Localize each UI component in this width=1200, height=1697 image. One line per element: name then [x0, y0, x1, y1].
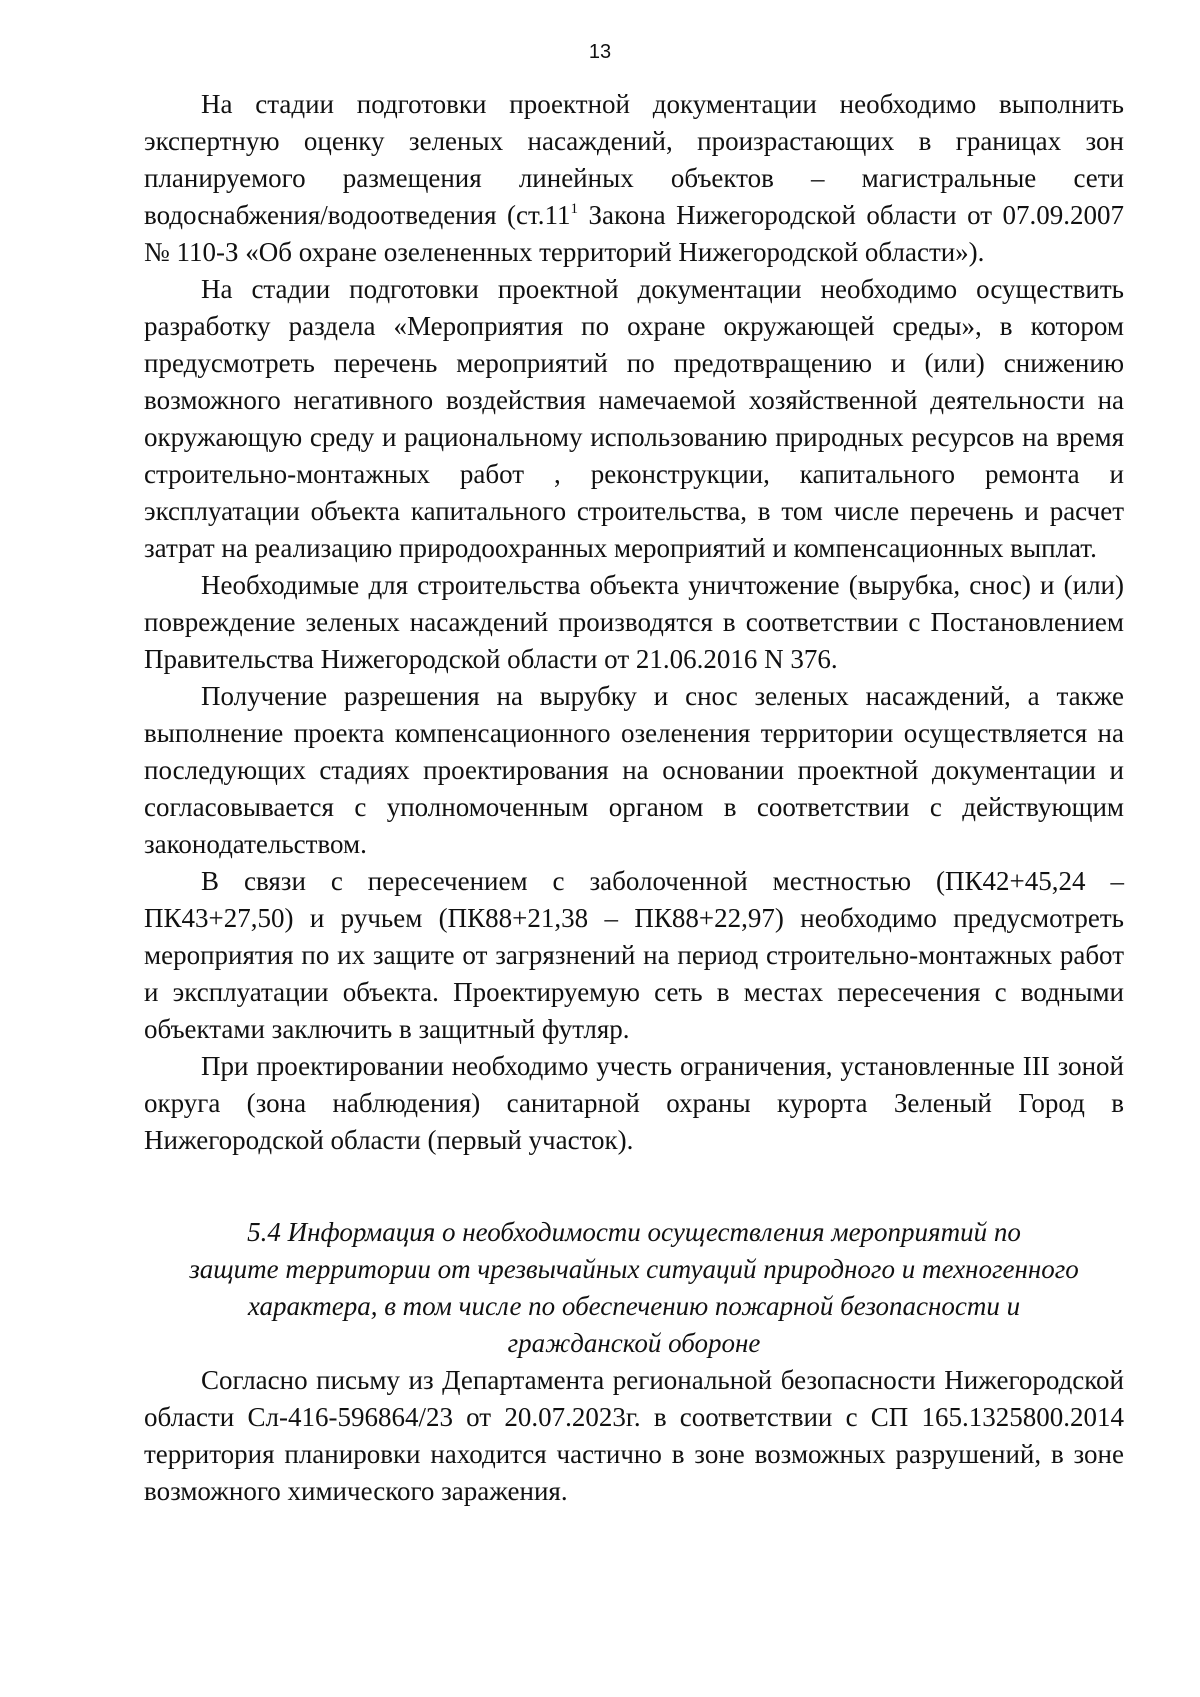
section-heading-line: 5.4 Информация о необходимости осуществления мероприятий по [247, 1217, 1021, 1247]
paragraph-sanitary-zone: При проектировании необходимо учесть ограничения, установленные III зоной округа (зона наблюдения) санитарной охраны курорта Зеленый Город в Нижегородской области (первый участок). [144, 1051, 1124, 1155]
footnote-superscript: 1 [570, 201, 578, 217]
document-body [144, 86, 1124, 1510]
paragraph-environmental-measures: На стадии подготовки проектной документации необходимо осуществить разработку раздела «Мероприятия по охране окружающей среды», в котором предусмотреть перечень мероприятий по предотвращению и (или) снижению возможного негативного воздействия намечаемой хозяйственной деятельности на окружающую среду и рациональному использованию природных ресурсов на время строительно-монтажных работ , реконструкции, капитального ремонта и эксплуатации объекта капитального строительства, в том числе перечень и расчет затрат на реализацию природоохранных мероприятий и компенсационных выплат. [144, 274, 1124, 563]
section-heading-line: защите территории от чрезвычайных ситуаций природного и техногенного [189, 1254, 1079, 1284]
section-heading [144, 1214, 1124, 1362]
paragraph-regional-security-letter: Согласно письму из Департамента региональной безопасности Нижегородской области Сл-416-596864/23 от 20.07.2023г. в соответствии с СП 165.1325800.2014 территория планировки находится частично в зоне возможных разрушений, в зоне возможного химического заражения. [144, 1365, 1124, 1506]
paragraph-felling-permit: Получение разрешения на вырубку и снос зеленых насаждений, а также выполнение проекта компенсационного озеленения территории осуществляется на последующих стадиях проектирования на основании проектной документации и согласовывается с уполномоченным органом в соответствии с действующим законодательством. [144, 681, 1124, 859]
paragraph-text: На стадии подготовки проектной документации необходимо выполнить экспертную оценку зеленых насаждений, произрастающих в границах зон планируемого размещения линейных объектов – магистральные сети водоснабжения/водоотведения (ст.11 [144, 89, 1124, 230]
paragraph-green-plantings-assessment [144, 86, 1124, 271]
page-number: 13 [588, 41, 612, 63]
paragraph-felling-regulation: Необходимые для строительства объекта уничтожение (вырубка, снос) и (или) повреждение зеленых насаждений производятся в соответствии с Постановлением Правительства Нижегородской области от 21.06.2016 N 376. [144, 570, 1124, 674]
section-heading-line: гражданской обороне [507, 1328, 761, 1358]
paragraph-water-crossings: В связи с пересечением с заболоченной местностью (ПК42+45,24 – ПК43+27,50) и ручьем (ПК88+21,38 – ПК88+22,97) необходимо предусмотреть мероприятия по их защите от загрязнений на период строительно-монтажных работ и эксплуатации объекта. Проектируемую сеть в местах пересечения с водными объектами заключить в защитный футляр. [144, 866, 1124, 1044]
paragraph-text-continued: Закона Нижегородской области от 07.09.2007 № 110-З «Об охране озелененных территорий Нижегородской области»). [144, 200, 1124, 267]
section-heading-line: характера, в том числе по обеспечению пожарной безопасности и [247, 1291, 1021, 1321]
